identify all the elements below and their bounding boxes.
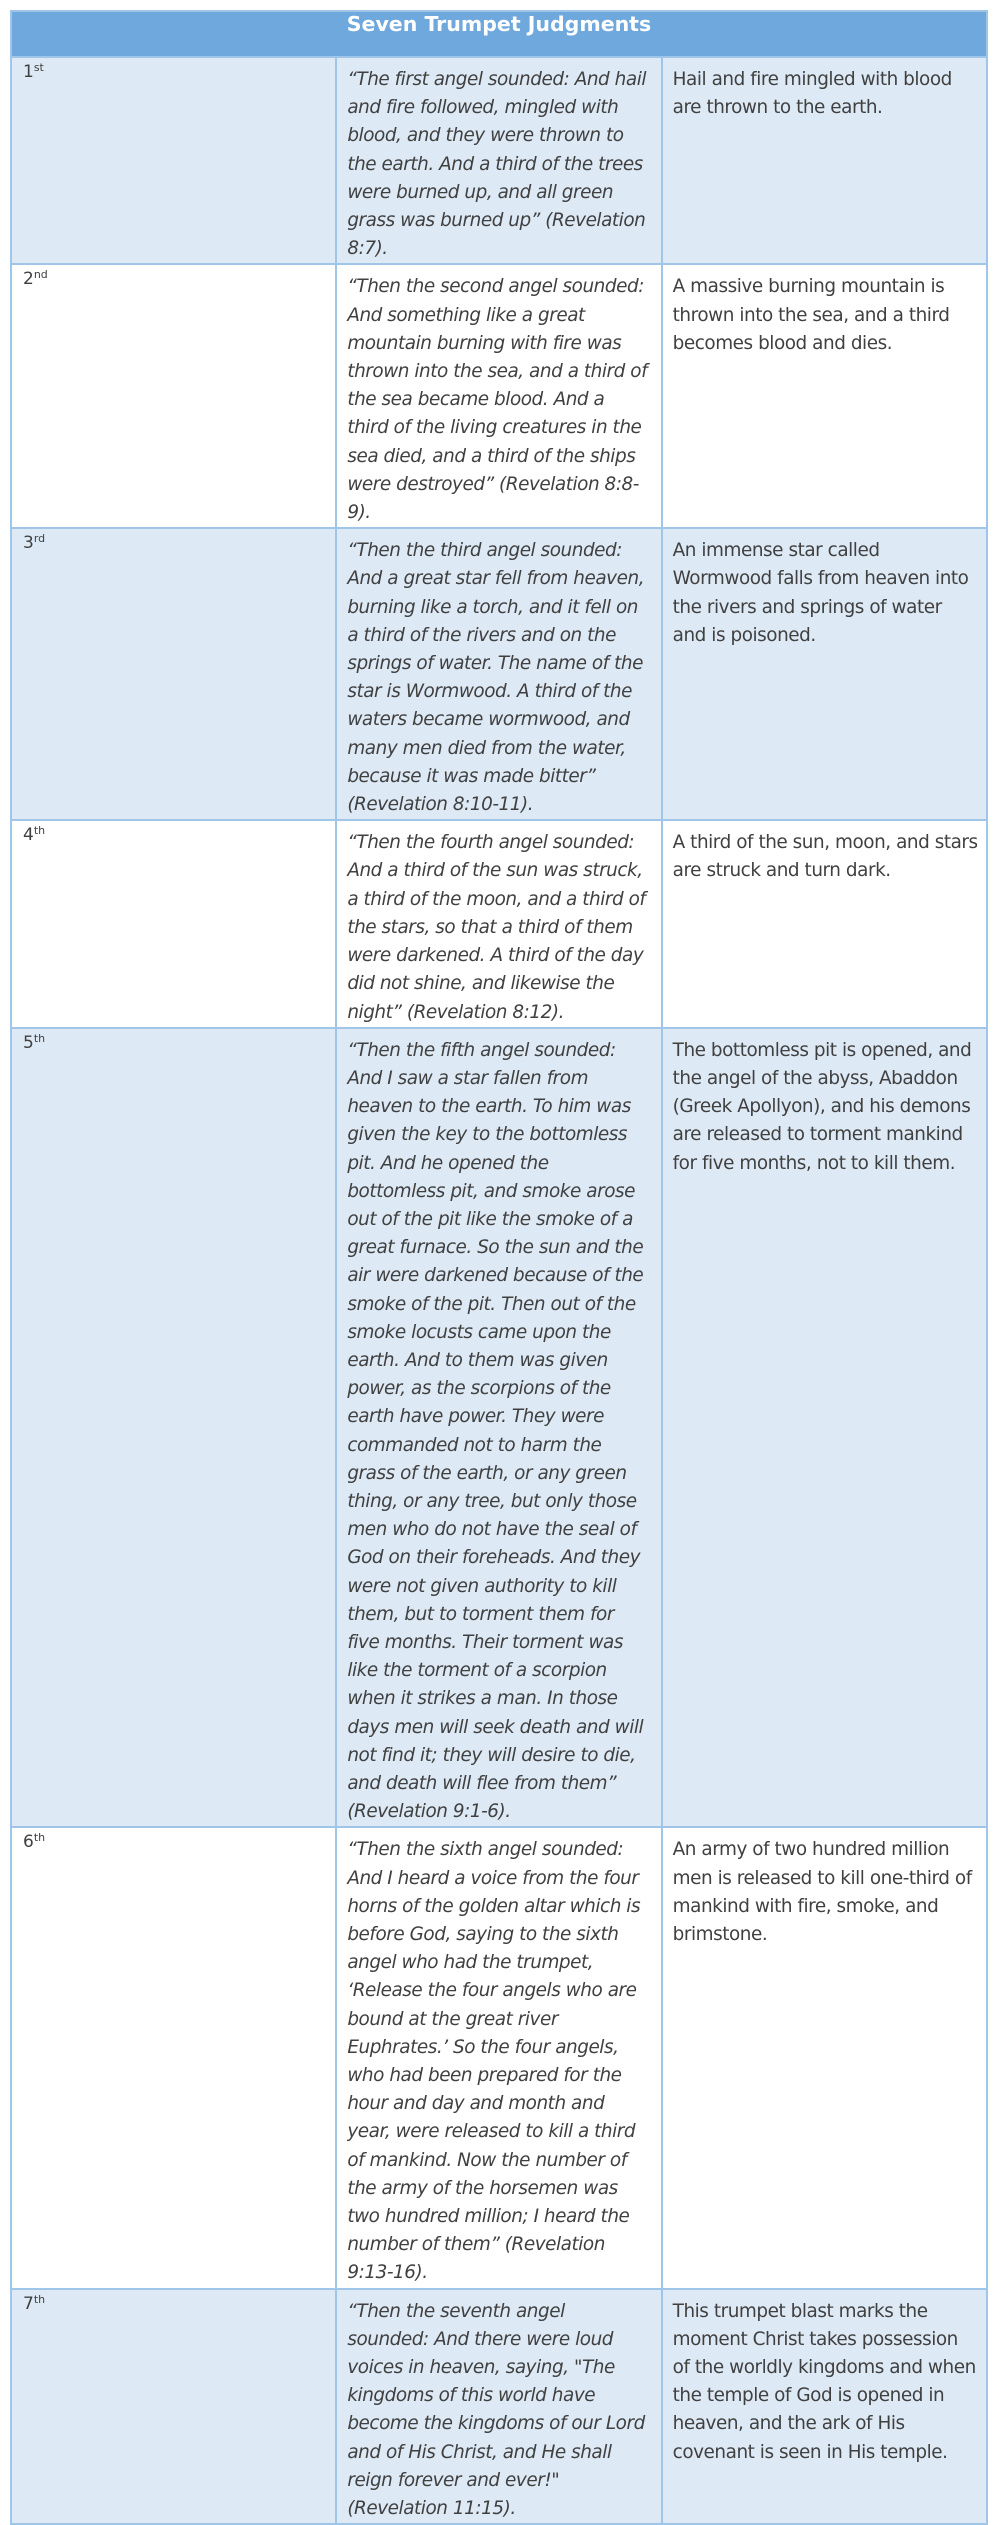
judgment-summary: The bottomless pit is opened, and the angel of the abyss, Abaddon (Greek Apollyon), and his demons are released to torment mankind for five months, not to kill them. [662,1028,987,1828]
scripture-quote: “The first angel sounded: And hail and fire followed, mingled with blood, and they were thrown to the earth. And a third of the trees were burned up, and all green grass was burned up” (Revelation 8:7). [336,57,661,264]
scripture-quote: “Then the second angel sounded: And something like a great mountain burning with fire was thrown into the sea, and a third of the sea became blood. And a third of the living creatures in the sea died, and a third of the ships were destroyed” (Revelation 8:8-9). [336,264,661,528]
ordinal-suffix: th [33,1031,46,1045]
table-row-2 [11,264,987,528]
trumpet-judgments-table [10,10,988,2525]
ordinal-suffix: nd [33,268,48,282]
judgment-summary: A third of the sun, moon, and stars are struck and turn dark. [662,820,987,1027]
table-row-5 [11,1028,987,1828]
number-value: 6 [23,1832,34,1853]
number-value: 1 [23,62,34,82]
number-value: 5 [23,1032,34,1053]
table-row-3 [11,528,987,820]
ordinal-suffix: th [33,2292,46,2306]
judgment-summary: This trumpet blast marks the moment Christ takes possession of the worldly kingdoms and when the temple of God is opened in heaven, and the ark of His covenant is seen in His temple. [662,2289,987,2525]
number-value: 2 [23,269,34,290]
number-value: 3 [23,533,34,554]
judgment-summary: An army of two hundred million men is released to kill one-third of mankind with fire, smoke, and brimstone. [662,1827,987,2288]
table-row-4 [11,820,987,1027]
trumpet-number [11,57,336,264]
ordinal-suffix: th [33,824,46,838]
ordinal-suffix: th [33,1831,46,1845]
ordinal-suffix: st [33,61,44,74]
table-header-row [11,11,987,57]
table-row-6 [11,1827,987,2288]
scripture-quote: “Then the sixth angel sounded: And I heard a voice from the four horns of the golden altar which is before God, saying to the sixth angel who had the trumpet, ‘Release the four angels who are bound at the great river Euphrates.’ So the four angels, who had been prepared for the hour and day and month and year, were released to kill a third of mankind. Now the number of the army of the horsemen was two hundred million; I heard the number of them” (Revelation 9:13-16). [336,1827,661,2288]
judgment-summary: An immense star called Wormwood falls from heaven into the rivers and springs of water and is poisoned. [662,528,987,820]
trumpet-number [11,2289,336,2525]
trumpet-number [11,528,336,820]
ordinal-suffix: rd [33,532,46,546]
trumpet-number [11,1028,336,1828]
table-row-7 [11,2289,987,2525]
trumpet-number [11,820,336,1027]
scripture-quote: “Then the third angel sounded: And a great star fell from heaven, burning like a torch, and it fell on a third of the rivers and on the springs of water. The name of the star is Wormwood. A third of the waters became wormwood, and many men died from the water, because it was made bitter” (Revelation 8:10-11). [336,528,661,820]
trumpet-number [11,264,336,528]
judgment-summary: Hail and fire mingled with blood are thrown to the earth. [662,57,987,264]
number-value: 4 [23,825,34,846]
scripture-quote: “Then the fourth angel sounded: And a third of the sun was struck, a third of the moon, and a third of the stars, so that a third of them were darkened. A third of the day did not shine, and likewise the night” (Revelation 8:12). [336,820,661,1027]
judgment-summary: A massive burning mountain is thrown into the sea, and a third becomes blood and dies. [662,264,987,528]
table-title: Seven Trumpet Judgments [11,11,987,57]
scripture-quote: “Then the seventh angel sounded: And there were loud voices in heaven, saying, "The kingdoms of this world have become the kingdoms of our Lord and of His Christ, and He shall reign forever and ever!" (Revelation 11:15). [336,2289,661,2525]
scripture-quote: “Then the fifth angel sounded: And I saw a star fallen from heaven to the earth. To him was given the key to the bottomless pit. And he opened the bottomless pit, and smoke arose out of the pit like the smoke of a great furnace. So the sun and the air were darkened because of the smoke of the pit. Then out of the smoke locusts came upon the earth. And to them was given power, as the scorpions of the earth have power. They were commanded not to harm the grass of the earth, or any green thing, or any tree, but only those men who do not have the seal of God on their foreheads. And they were not given authority to kill them, but to torment them for five months. Their torment was like the torment of a scorpion when it strikes a man. In those days men will seek death and will not find it; they will desire to die, and death will flee from them” (Revelation 9:1-6). [336,1028,661,1828]
trumpet-number [11,1827,336,2288]
table-row-1 [11,57,987,264]
number-value: 7 [23,2293,34,2314]
